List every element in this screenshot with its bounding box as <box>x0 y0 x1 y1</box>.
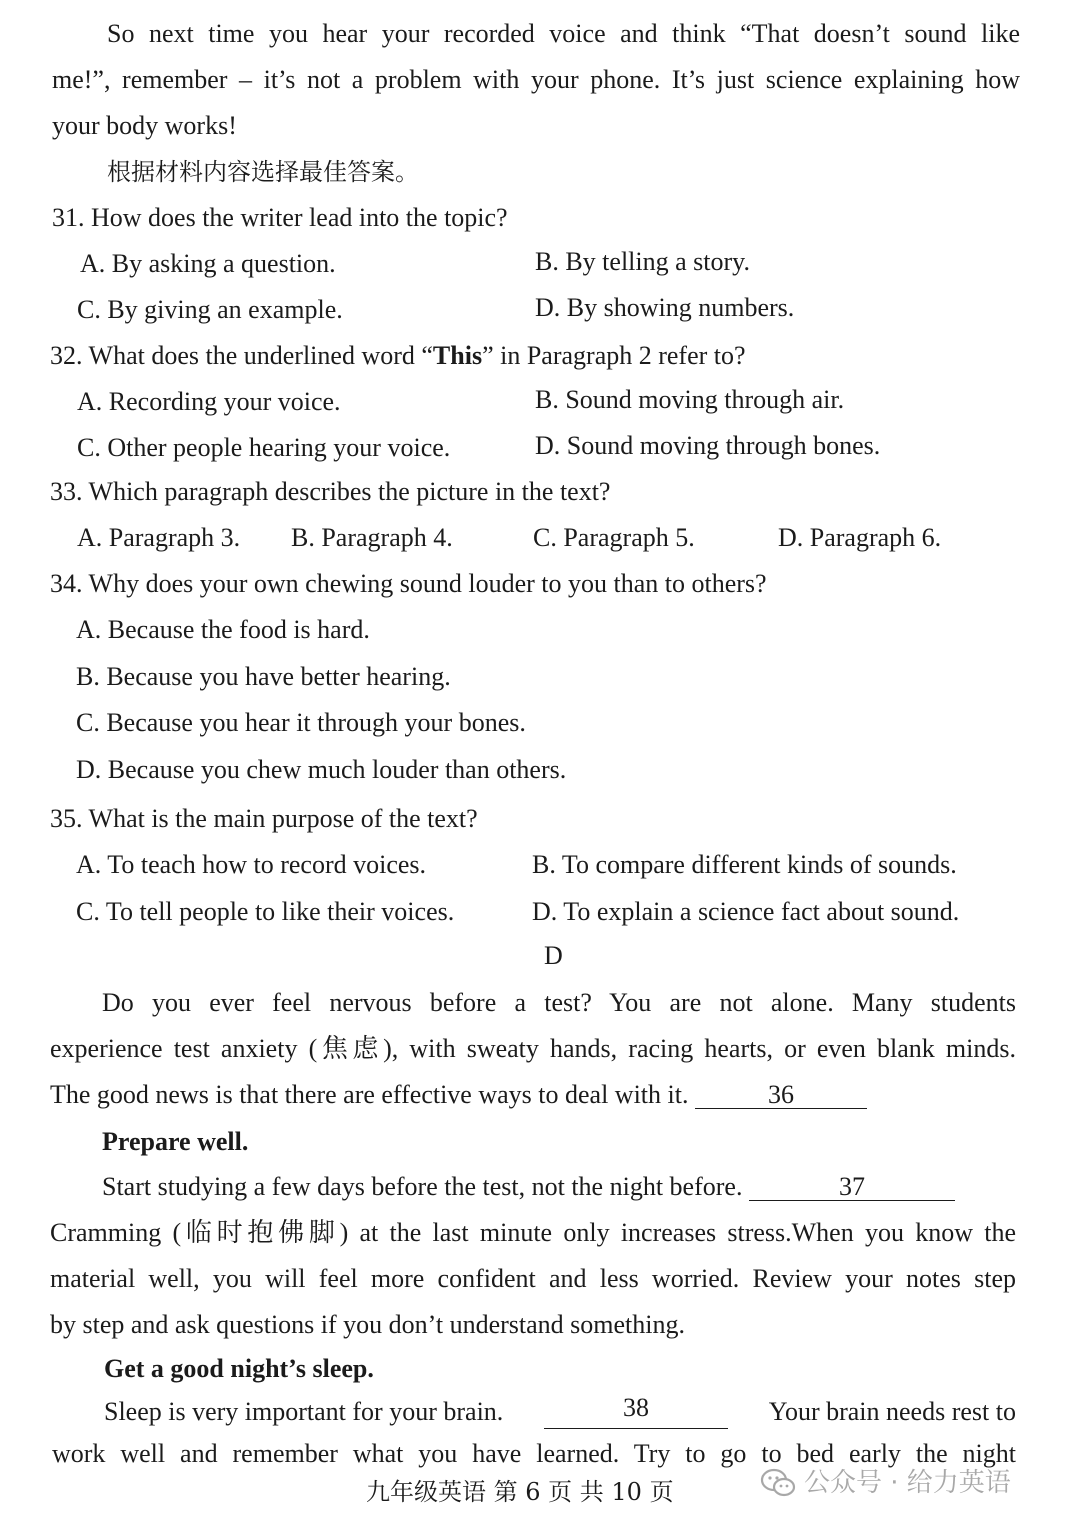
intro-line-1: So next time you hear your recorded voice and think “That doesn’t sound like <box>107 19 1020 48</box>
passage-d-p3-line-1 <box>104 1395 1016 1429</box>
passage-d-p2-line-2: Cramming (临时抱佛脚) at the last minute only increases stress.When you know the <box>50 1218 1016 1247</box>
question-35-stem: 35. What is the main purpose of the text? <box>50 804 478 833</box>
question-33-option-d: D. Paragraph 6. <box>778 523 942 552</box>
underlined-word-this: This <box>432 341 483 370</box>
passage-d-p3-line-1-pre: Sleep is very important for your brain. <box>104 1397 504 1426</box>
question-34-stem: 34. Why does your own chewing sound louder to you than to others? <box>50 569 767 598</box>
blank-36[interactable]: 36 <box>695 1082 867 1109</box>
question-32-stem <box>50 339 746 373</box>
page-footer: 九年级英语 第 6 页 共 10 页 <box>366 1478 674 1506</box>
passage-d-p1-line-3-text: The good news is that there are effective ways to deal with it. <box>50 1080 689 1109</box>
question-33-option-a: A. Paragraph 3. <box>77 523 241 552</box>
question-33-stem: 33. Which paragraph describes the picture in the text? <box>50 477 611 506</box>
question-32-option-c: C. Other people hearing your voice. <box>77 433 451 462</box>
question-34-option-d: D. Because you chew much louder than others. <box>76 755 567 784</box>
question-35-option-d: D. To explain a science fact about sound. <box>532 897 960 926</box>
question-33-option-c: C. Paragraph 5. <box>533 523 695 552</box>
question-35-option-a: A. To teach how to record voices. <box>76 850 427 879</box>
question-32-option-d: D. Sound moving through bones. <box>535 431 881 460</box>
passage-d-p2-line-1 <box>102 1170 955 1204</box>
question-32-option-b: B. Sound moving through air. <box>535 385 845 414</box>
blank-38[interactable]: 38 <box>544 1395 728 1429</box>
question-35-option-b: B. To compare different kinds of sounds. <box>532 850 957 879</box>
passage-d-p1-line-3 <box>50 1078 867 1112</box>
heading-good-sleep: Get a good night’s sleep. <box>104 1354 374 1383</box>
passage-d-p3-line-1-post: Your brain needs rest to <box>768 1397 1016 1426</box>
watermark <box>760 1466 1011 1500</box>
question-31-option-c: C. By giving an example. <box>77 295 343 324</box>
question-32-stem-post: ” in Paragraph 2 refer to? <box>482 341 746 370</box>
passage-d-p1-line-1: Do you ever feel nervous before a test? You are not alone. Many students <box>102 988 1016 1017</box>
watermark-text: 公众号 · 给力英语 <box>804 1468 1011 1498</box>
question-31-option-d: D. By showing numbers. <box>535 293 795 322</box>
heading-prepare-well: Prepare well. <box>102 1127 249 1156</box>
instruction-text: 根据材料内容选择最佳答案。 <box>107 158 419 186</box>
passage-d-p2-line-4: by step and ask questions if you don’t understand something. <box>50 1310 686 1339</box>
passage-d-p2-line-3: material well, you will feel more confident and less worried. Review your notes step <box>50 1264 1016 1293</box>
question-35-option-c: C. To tell people to like their voices. <box>76 897 455 926</box>
section-letter: D <box>544 941 563 970</box>
question-33-option-b: B. Paragraph 4. <box>291 523 453 552</box>
question-31-option-b: B. By telling a story. <box>535 247 750 276</box>
passage-d-p1-line-2: experience test anxiety (焦虑), with sweaty hands, racing hearts, or even blank minds. <box>50 1034 1016 1063</box>
question-34-option-a: A. Because the food is hard. <box>76 615 370 644</box>
question-32-option-a: A. Recording your voice. <box>77 387 341 416</box>
intro-line-2: me!”, remember – it’s not a problem with your phone. It’s just science explaining how <box>52 65 1020 94</box>
question-31-option-a: A. By asking a question. <box>80 249 336 278</box>
question-34-option-c: C. Because you hear it through your bones. <box>76 708 526 737</box>
passage-d-p2-line-1-text: Start studying a few days before the test, not the night before. <box>102 1172 743 1201</box>
blank-37[interactable]: 37 <box>749 1174 955 1201</box>
question-31-stem: 31. How does the writer lead into the topic? <box>52 203 508 232</box>
intro-line-3: your body works! <box>52 111 237 140</box>
wechat-icon <box>760 1468 796 1498</box>
question-32-stem-pre: 32. What does the underlined word “ <box>50 341 433 370</box>
question-34-option-b: B. Because you have better hearing. <box>76 662 451 691</box>
passage-d-p3-line-2: work well and remember what you have learned. Try to go to bed early the night <box>52 1439 1016 1468</box>
